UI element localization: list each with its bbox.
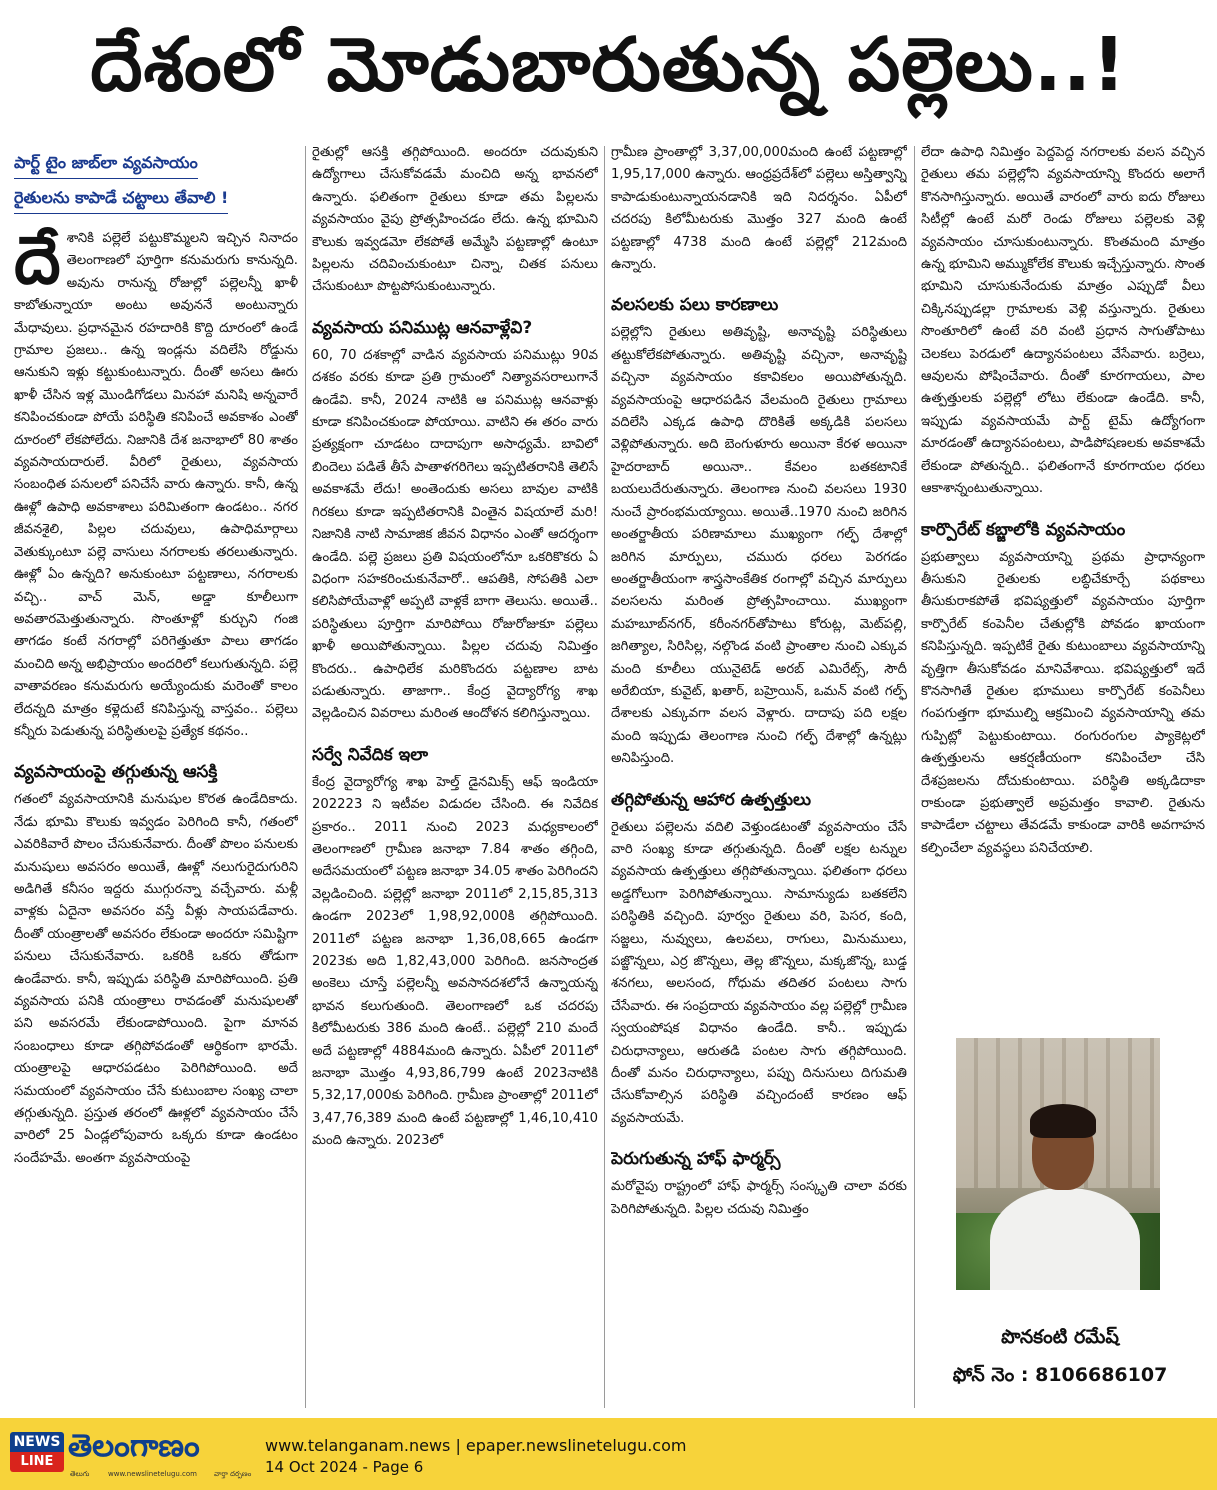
paragraph: గ్రామీణ ప్రాంతాల్లో 3,37,00,000మంది ఉంటే పట్టణాల్లో 1,95,17,000 ఉన్నారు. ఆంధ్రప్రదేశ్‌లో పల్లెలు అస్తిత్వాన్ని కాపాడుకుంటున్నాయనడానికి ఇది నిదర్శనం. ఏపీలో చదరపు కిలోమీటరుకు మొత్తం 327 మంది ఉంటే పట్టణాల్లో 4738 మంది ఉంటే పల్లెల్లో 212మంది ఉన్నారు.	[611, 145, 907, 273]
footer-bar	[0, 1418, 1217, 1490]
footer-links[interactable]: www.telanganam.news | epaper.newslinetelugu.com	[265, 1436, 687, 1455]
column-divider	[305, 146, 306, 1408]
author-name: పొనకంటి రమేష్	[1001, 1326, 1119, 1348]
intro-paragraph: దేశానికి పల్లెలే పట్టుకొమ్మలని ఇచ్చిన నినాదం తెలంగాణలో పూర్తిగా కనుమరుగు కానున్నది. అవును రానున్న రోజుల్లో పల్లెలన్నీ ఖాళీ కాబోతున్నాయా అంటు అవుననే అంటున్నారు మేధావులు. ప్రధానమైన రహదారికి కొద్ది దూరంలో ఉండే గ్రామాల ప్రజలు.. ఉన్న ఇండ్లను వదిలేసి రోడ్డును ఆనుకుని ఇళ్లు కట్టుకుంటున్నారు. దీంతో అసలు ఊరు ఖాళీ చేసిన ఇళ్ల మొండిగోడలు మినహా మనిషి అన్నవారే కనిపించకుండా పోయే పరిస్థితి కనిపించే అవకాశం ఎంతో దూరంలో లేకపోలేదు. నిజానికి దేశ జనాభాలో 80 శాతం వ్యవసాయదారులే. వీరిలో రైతులు, వ్యవసాయ సంబంధిత పనులలో పనిచేసే వారు ఉన్నారు. కానీ, ఉన్న ఊళ్లో ఉపాధి అవకాశాలు పరిమితంగా ఉండటం.. నగర జీవనశైలి, పిల్లల చదువులు, ఉపాధిమార్గాలు వెతుక్కుంటూ పల్లె వాసులు నగరాలకు తరలుతున్నారు. ఊళ్లో ఏం ఉన్నది? అనుకుంటూ పట్టణాలు, నగరాలకు వచ్చి.. వాచ్ మెన్, అడ్డా కూలీలుగా అవతారమెత్తుతున్నారు. సొంతూళ్లో కుర్చుని గంజి తాగడం కంటే నగరాల్లో పరిగెత్తుతూ పాలు తాగడం మంచిది అన్న అభిప్రాయం అందరిలో కలుగుతున్నది. పల్లె వాతావరణం కనుమరుగు అయ్యేందుకు మరెంతో కాలం లేదన్నది మాత్రం కళ్లెదుటే కనిపిస్తున్న వాస్తవం.. పల్లెలు కన్నీరు పెడుతున్న పరిస్థితులపై ప్రత్యేక కథనం..	[14, 221, 298, 739]
headline: దేశంలో మోడుబారుతున్న పల్లెలు..!	[90, 22, 1127, 108]
logo-small-text: తెలుగు	[70, 1470, 90, 1478]
section-heading: వలసలకు పలు కారణాలు	[611, 295, 779, 316]
column-3	[611, 142, 907, 1412]
newsline-logo: NEWS LINE	[10, 1432, 64, 1478]
section-heading: వ్యవసాయంపై తగ్గుతున్న ఆసక్తి	[14, 762, 218, 783]
subheadline-laws: రైతులను కాపాడే చట్టాలు తేవాలి !	[14, 183, 228, 214]
paragraph: రైతుల్లో ఆసక్తి తగ్గిపోయింది. అందరూ చదువుకుని ఉద్యోగాలు చేసుకోవడమే మంచిది అన్న భావనలో ఉన్నారు. ఫలితంగా రైతులు కూడా తమ పిల్లలను వ్యవసాయం వైపు ప్రోత్సహించడం లేదు. ఉన్న భూమిని కౌలుకు ఇవ్వడమో లేకపోతే అమ్మేసి పట్టణాల్లో ఉంటూ పిల్లలను చదివించుకుంటూ చిన్నా, చితక పనులు చేసుకుంటూ పొట్టపోసుకుంటున్నారు.	[312, 145, 598, 295]
paragraph: మరోవైపు రాష్ట్రంలో హాఫ్ ఫార్మర్స్ సంస్కృతి చాలా వరకు పెరిగిపోతున్నది. పిల్లల చదువు నిమిత్తం	[611, 1179, 907, 1217]
logo-url-text: www.newslinetelugu.com	[108, 1470, 197, 1478]
author-photo	[956, 1038, 1160, 1290]
dropcap: దే	[14, 221, 61, 299]
paragraph: ప్రభుత్వాలు వ్యవసాయాన్ని ప్రథమ ప్రాధాన్యంగా తీసుకుని రైతులకు లబ్ధిచేకూర్చే పథకాలు తీసుకురాకపోతే భవిష్యత్తులో వ్యవసాయం పూర్తిగా కార్పొరేట్ కంపెనీల చేతుల్లోకి పోవడం ఖాయంగా కనిపిస్తున్నది. ఇప్పటికే రైతు కుటుంబాలు వ్యవసాయాన్ని వృత్తిగా తీసుకోవడం మానివేశాయి. భవిష్యత్తులో ఇదే కొనసాగితే రైతుల భూములు కార్పొరేట్ కంపెనీలు గంపగుత్తగా భూముల్ని ఆక్రమించి వ్యవసాయాన్ని తమ గుప్పిట్లో పెట్టుకుంటాయి. రంగురంగుల ప్యాకెట్లలో ఉత్పత్తులను ఆకర్షణీయంగా కనిపించేలా చేసి దేశప్రజలను దోచుకుంటాయి. పరిస్థితి అక్కడిదాకా రాకుండా ప్రభుత్వాలే అప్రమత్తం కావాలి. రైతును కాపాడేలా చట్టాలు తేవడమే కాకుండా వారికి అవగాహన కల్పించేలా వ్యవస్థలు పనిచేయాలి.	[921, 549, 1205, 856]
paragraph: 60, 70 దశకాల్లో వాడిన వ్యవసాయ పనిముట్లు 90వ దశకం వరకు కూడా ప్రతి గ్రామంలో నిత్యావసరాలుగానే ఉండేవి. కానీ, 2024 నాటికి ఆ పనిముట్ల ఆనవాళ్లు కూడా కనిపించకుండా పోయాయి. వాటిని ఈ తరం వారు ప్రత్యక్షంగా చూడటం దాదాపుగా అసాధ్యమే. బావిలో బిందెలు పడితే తీసే పాతాళగరిగెలు ఇప్పటితరానికి తెలిసే అవకాశమే లేదు! అంతెందుకు అసలు బావుల వాటికి గిరకలు కూడా ఇప్పటితరానికి వింతైన విషయాలే మరి! నిజానికి నాటి సామాజిక జీవన విధానం ఎంతో ఆదర్శంగా ఉండేది. పల్లె ప్రజలు ప్రతి విషయంలోనూ ఒకరికొకరు ఏ విధంగా సహకరించుకునేవారో.. ఆపతికి, సోపతికి ఎలా కలిసిపోయేవాళ్లో అప్పటి వాళ్లకే బాగా తెలుసు. అయితే.. పరిస్థితులు పూర్తిగా మారిపోయి రోజురోజుకూ పల్లెలు ఖాళీ అయిపోతున్నాయి. పిల్లల చదువు నిమిత్తం కొందరు.. ఉపాధిలేక మరికొందరు పట్టణాల బాట పడుతున్నారు. తాజాగా.. కేంద్ర వైద్యారోగ్య శాఖ వెల్లడించిన వివరాలు మరింత ఆందోళన కలిగిస్తున్నాయి.	[312, 347, 598, 722]
photo-person-hair	[1030, 1104, 1096, 1138]
paragraph: కేంద్ర వైద్యారోగ్య శాఖ హెల్త్ డైనమిక్స్ ఆఫ్ ఇండియా 202223 ని ఇటీవల విడుదల చేసింది. ఈ నివేదిక ప్రకారం.. 2011 నుంచి 2023 మధ్యకాలంలో తెలంగాణలో గ్రామీణ జనాభా 7.84 శాతం తగ్గింది, అదేసమయంలో పట్టణ జనాభా 34.05 శాతం పెరిగిందని వెల్లడించింది. పల్లెల్లో జనాభా 2011లో 2,15,85,313 ఉండగా 2023లో 1,98,92,000కి తగ్గిపోయింది. 2011లో పట్టణ జనాభా 1,36,08,665 ఉండగా 2023కు అది 1,82,43,000 పెరిగింది. జనసాంద్రత అంకెలు చూస్తే పల్లెలన్నీ అవసానదశలోనే ఉన్నాయన్న భావన కలుగుతుంది. తెలంగాణలో ఒక చదరపు కిలోమీటరుకు 386 మంది ఉంటే.. పల్లెల్లో 210 మందే అదే పట్టణాల్లో 4884మంది ఉన్నారు. ఏపీలో 2011లో జనాభా మొత్తం 4,93,86,799 ఉంటే 2023నాటికి 5,32,17,000కు పెరిగింది. గ్రామీణ ప్రాంతాల్లో 2011లో 3,47,76,389 మంది ఉంటే పట్టణాల్లో 1,46,10,410 మంది ఉన్నారు. 2023లో	[312, 774, 598, 1149]
paragraph: లేదా ఉపాధి నిమిత్తం పెద్దపెద్ద నగరాలకు వలస వచ్చిన రైతులు తమ పల్లెల్లోని వ్యవసాయాన్ని కొందరు అలాగే కొనసాగిస్తున్నారు. అయితే వారంలో వారు ఐదు రోజులు సిటీల్లో ఉంటే మరో రెండు రోజులు పల్లెలకు వెళ్లి వ్యవసాయం చూసుకుంటున్నారు. కొంతమంది మాత్రం ఉన్న భూమిని అమ్ముకోలేక కౌలుకు ఇచ్చేస్తున్నారు. సొంత భూమిని చూసుకునేందుకు మాత్రం ఎప్పుడో వీలు చిక్కినప్పుడల్లా గ్రామాలకు వెళ్లి వస్తున్నారు. రైతులు సొంతూరిలో ఉంటే వరి వంటి ప్రధాన సాగుతోపాటు చెలకలు పెరడులో ఉద్యానపంటలు వేసేవారు. బర్రెలు, ఆవులను పోషించేవారు. దీంతో కూరగాయలు, పాల ఉత్పత్తులకు పల్లెల్లో లోటు లేకుండా ఉండేది. కానీ, ఇప్పుడు వ్యవసాయమే పార్ట్ టైమ్ ఉద్యోగంగా మారడంతో ఉద్యానపంటలు, పాడిపోషణలకు అవకాశమే లేకుండా పోతున్నది.. ఫలితంగానే కూరగాయల ధరలు ఆకాశాన్నంటుతున్నాయి.	[921, 145, 1205, 497]
paragraph: పల్లెల్లోని రైతులు అతివృష్టి, అనావృష్టి పరిస్థితులు తట్టుకోలేకపోతున్నారు. అతివృష్టి వచ్చినా, అనావృష్టి వచ్చినా వ్యవసాయం కకావికలం అయిపోతున్నది. వ్యవసాయంపై ఆధారపడిన వేలమంది రైతులు గ్రామాలు వదిలేసి ఎక్కడ ఉపాధి దొరికితే అక్కడికి పలసలు వెళ్లిపోతున్నారు. అది బెంగుళూరు అయినా కేరళ అయినా హైదరాబాద్ అయినా.. కేవలం బతకటానికే బయలుదేరుతున్నారు. తెలంగాణ నుంచి వలసలు 1930 నుంచే ప్రారంభమయ్యాయి. అయితే..1970 నుంచి జరిగిన అంతర్జాతీయ పరిణామాలు ముఖ్యంగా గల్ఫ్ దేశాల్లో జరిగిన మార్పులు, చమురు ధరలు పెరగడం అంతర్జాతీయంగా శాస్త్రసాంకేతిక రంగాల్లో వచ్చిన మార్పులు వలసలను మరింత ప్రోత్సహించాయి. ముఖ్యంగా మహబూబ్‌నగర్, కరీంనగర్‌తోపాటు కోరుట్ల, మెట్‌పల్లి, జగిత్యాల, సిరిసిల్ల, నల్గొండ వంటి ప్రాంతాల నుంచి ఎక్కువ మంది కూలీలు యునైటెడ్ అరబ్ ఎమిరేట్స్, సౌదీ అరేబియా, కువైట్, ఖతార్, బహ్రెయిన్, ఒమన్ వంటి గల్ఫ్ దేశాలకు ఎక్కువగా వలస వెళ్లారు. దాదాపు పది లక్షల మంది ఇప్పుడు తెలంగాణ నుంచి గల్ఫ్ దేశాల్లో ఉన్నట్లు అనిపిస్తుంది.	[611, 325, 907, 767]
column-divider	[914, 146, 915, 1408]
section-heading: పెరుగుతున్న హాఫ్ ఫార్మర్స్	[611, 1149, 781, 1170]
column-divider	[604, 146, 605, 1408]
paragraph: రైతులు పల్లెలను వదిలి వెళ్తుండటంతో వ్యవసాయం చేసే వారి సంఖ్య కూడా తగ్గుతున్నది. దీంతో లక్షల టన్నుల వ్యవసాయ ఉత్పత్తులు తగ్గిపోతున్నాయి. ఫలితంగా ధరలు అడ్డగోలుగా పెరిగిపోతున్నాయి. సామాన్యుడు బతకలేని పరిస్థితికి వచ్చింది. పూర్వం రైతులు వరి, పెసర, కంది, సజ్జలు, నువ్వులు, ఉలవలు, రాగులు, మినుములు, పజ్జొన్నలు, ఎర్ర జొన్నలు, తెల్ల జొన్నలు, మక్కజొన్న, బుడ్డ శనగలు, అలసంద, గోధుమ తదితర పంటలు సాగు చేసేవారు. ఈ సంప్రదాయ వ్యవసాయం వల్ల పల్లెల్లో గ్రామీణ స్వయంపోషక విధానం ఉండేది. కానీ.. ఇప్పుడు చిరుధాన్యాలు, ఆరుతడి పంటల సాగు తగ్గిపోయింది. దీంతో మనం చిరుధాన్యాలు, పప్పు దినుసులు దిగుమతి చేసుకోవాల్సిన పరిస్థితి వచ్చిందంటే కారణం ఆఫ్ వ్యవసాయమే.	[611, 819, 907, 1126]
telanganam-logo: తెలంగాణం	[68, 1428, 200, 1464]
footer-date: 14 Oct 2024 - Page 6	[265, 1458, 424, 1476]
section-heading: తగ్గిపోతున్న ఆహార ఉత్పత్తులు	[611, 789, 811, 810]
paragraph: గతంలో వ్యవసాయానికి మనుషుల కొరత ఉండేదికాదు. నేడు భూమి కౌలుకు ఇవ్వడం పెరిగింది కానీ, గతంలో ఎవరికివారే పొలం చేసుకునేవారు. దీంతో పొలం పనులకు మనుషులు అవసరం అయితే, ఊళ్లో నలుగురైదుగురిని అడిగితే కనీసం ఇద్దరు ముగ్గురన్నా వచ్చేవారు. మళ్లీ వాళ్లకు ఏదైనా అవసరం వస్తే వీళ్లు సాయపడేవారు. దీంతో యంత్రాలతో అవసరం లేకుండా అందరూ సమిష్టిగా పనులు చేసుకునేవారు. ఒకరికి ఒకరు తోడుగా ఉండేవారు. కానీ, ఇప్పుడు పరిస్థితి మారిపోయింది. ప్రతి వ్యవసాయ పనికి యంత్రాలు రావడంతో మనుషులతో పని అవసరమే లేకుండాపోయింది. పైగా మానవ సంబంధాలు కూడా తగ్గిపోవడంతో ఆర్థికంగా భారమే. యంత్రాలపై ఆధారపడటం పెరిగిపోయింది. అదే సమయంలో వ్యవసాయం చేసే కుటుంబాల సంఖ్య చాలా తగ్గుతున్నది. ప్రస్తుత తరంలో ఊళ్లలో వ్యవసాయం చేసే వారిలో 25 ఏండ్లలోపువారు ఒక్కరు కూడా ఉండటం సందేహమే. అంతగా వ్యవసాయంపై	[14, 792, 298, 1166]
section-heading: వ్యవసాయ పనిముట్ల ఆనవాళ్లేవి?	[312, 317, 533, 338]
section-heading: కార్పొరేట్ కబ్జాలోకి వ్యవసాయం	[921, 519, 1126, 540]
column-1	[14, 142, 298, 1412]
column-4	[921, 142, 1205, 1022]
subheadline-part-time: పార్ట్ టైం జాబ్‌లా వ్యవసాయం	[14, 148, 198, 179]
section-heading: సర్వే నివేదిక ఇలా	[312, 744, 429, 765]
logo-tagline: వార్తా దర్పణం	[214, 1470, 252, 1478]
author-phone: ఫోన్ నెం : 8106686107	[952, 1364, 1168, 1386]
photo-person-shirt	[990, 1188, 1140, 1290]
column-2	[312, 142, 598, 1412]
